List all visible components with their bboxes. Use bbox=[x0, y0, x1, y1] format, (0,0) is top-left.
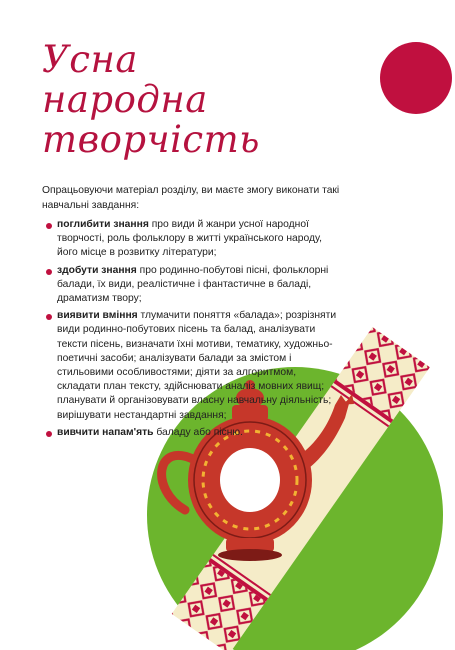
intro-text: Опрацьовуючи матеріал розділу, ви маєте змогу виконати такі навчальні завдання: bbox=[42, 185, 340, 211]
task-keyword: виявити вміння bbox=[57, 310, 138, 322]
list-item bbox=[42, 218, 342, 261]
list-item bbox=[42, 426, 342, 440]
task-text: про родинно-побутові пісні, фольклорні балади, їх види, реалістичне і фантастичне в баладі, драматизм твору; bbox=[57, 264, 329, 305]
list-item bbox=[42, 309, 342, 423]
task-text: тлумачити поняття «балада»; розрізняти види родинно-побутових пісень та балад, аналізувати тексти пісень, визначати їхні мотиви, тематику, художньо-поетичні засоби; аналізувати балади за змістом і стильовими особливостями; діяти за алгоритмом, складати план тексту, здійснювати аналіз мовних явищ; планувати й організовувати власну навчальну діяльність; вирішувати нестандартні завдання; bbox=[57, 310, 337, 421]
task-list bbox=[42, 218, 342, 443]
task-keyword: здобути знання bbox=[57, 264, 137, 276]
task-keyword: поглибити знання bbox=[57, 219, 149, 230]
title-line-3: творчість bbox=[42, 118, 260, 161]
task-text: про види й жанри усної народної творчості, роль фольклору в житті українського народу, його місце в розвитку літератури; bbox=[57, 219, 322, 259]
task-keyword: вивчити напам'ять bbox=[57, 426, 154, 438]
title-line-2: народна bbox=[42, 78, 208, 121]
list-item bbox=[42, 264, 342, 307]
title-line-1: Усна bbox=[42, 38, 138, 81]
task-text: баладу або пісню. bbox=[153, 426, 243, 438]
